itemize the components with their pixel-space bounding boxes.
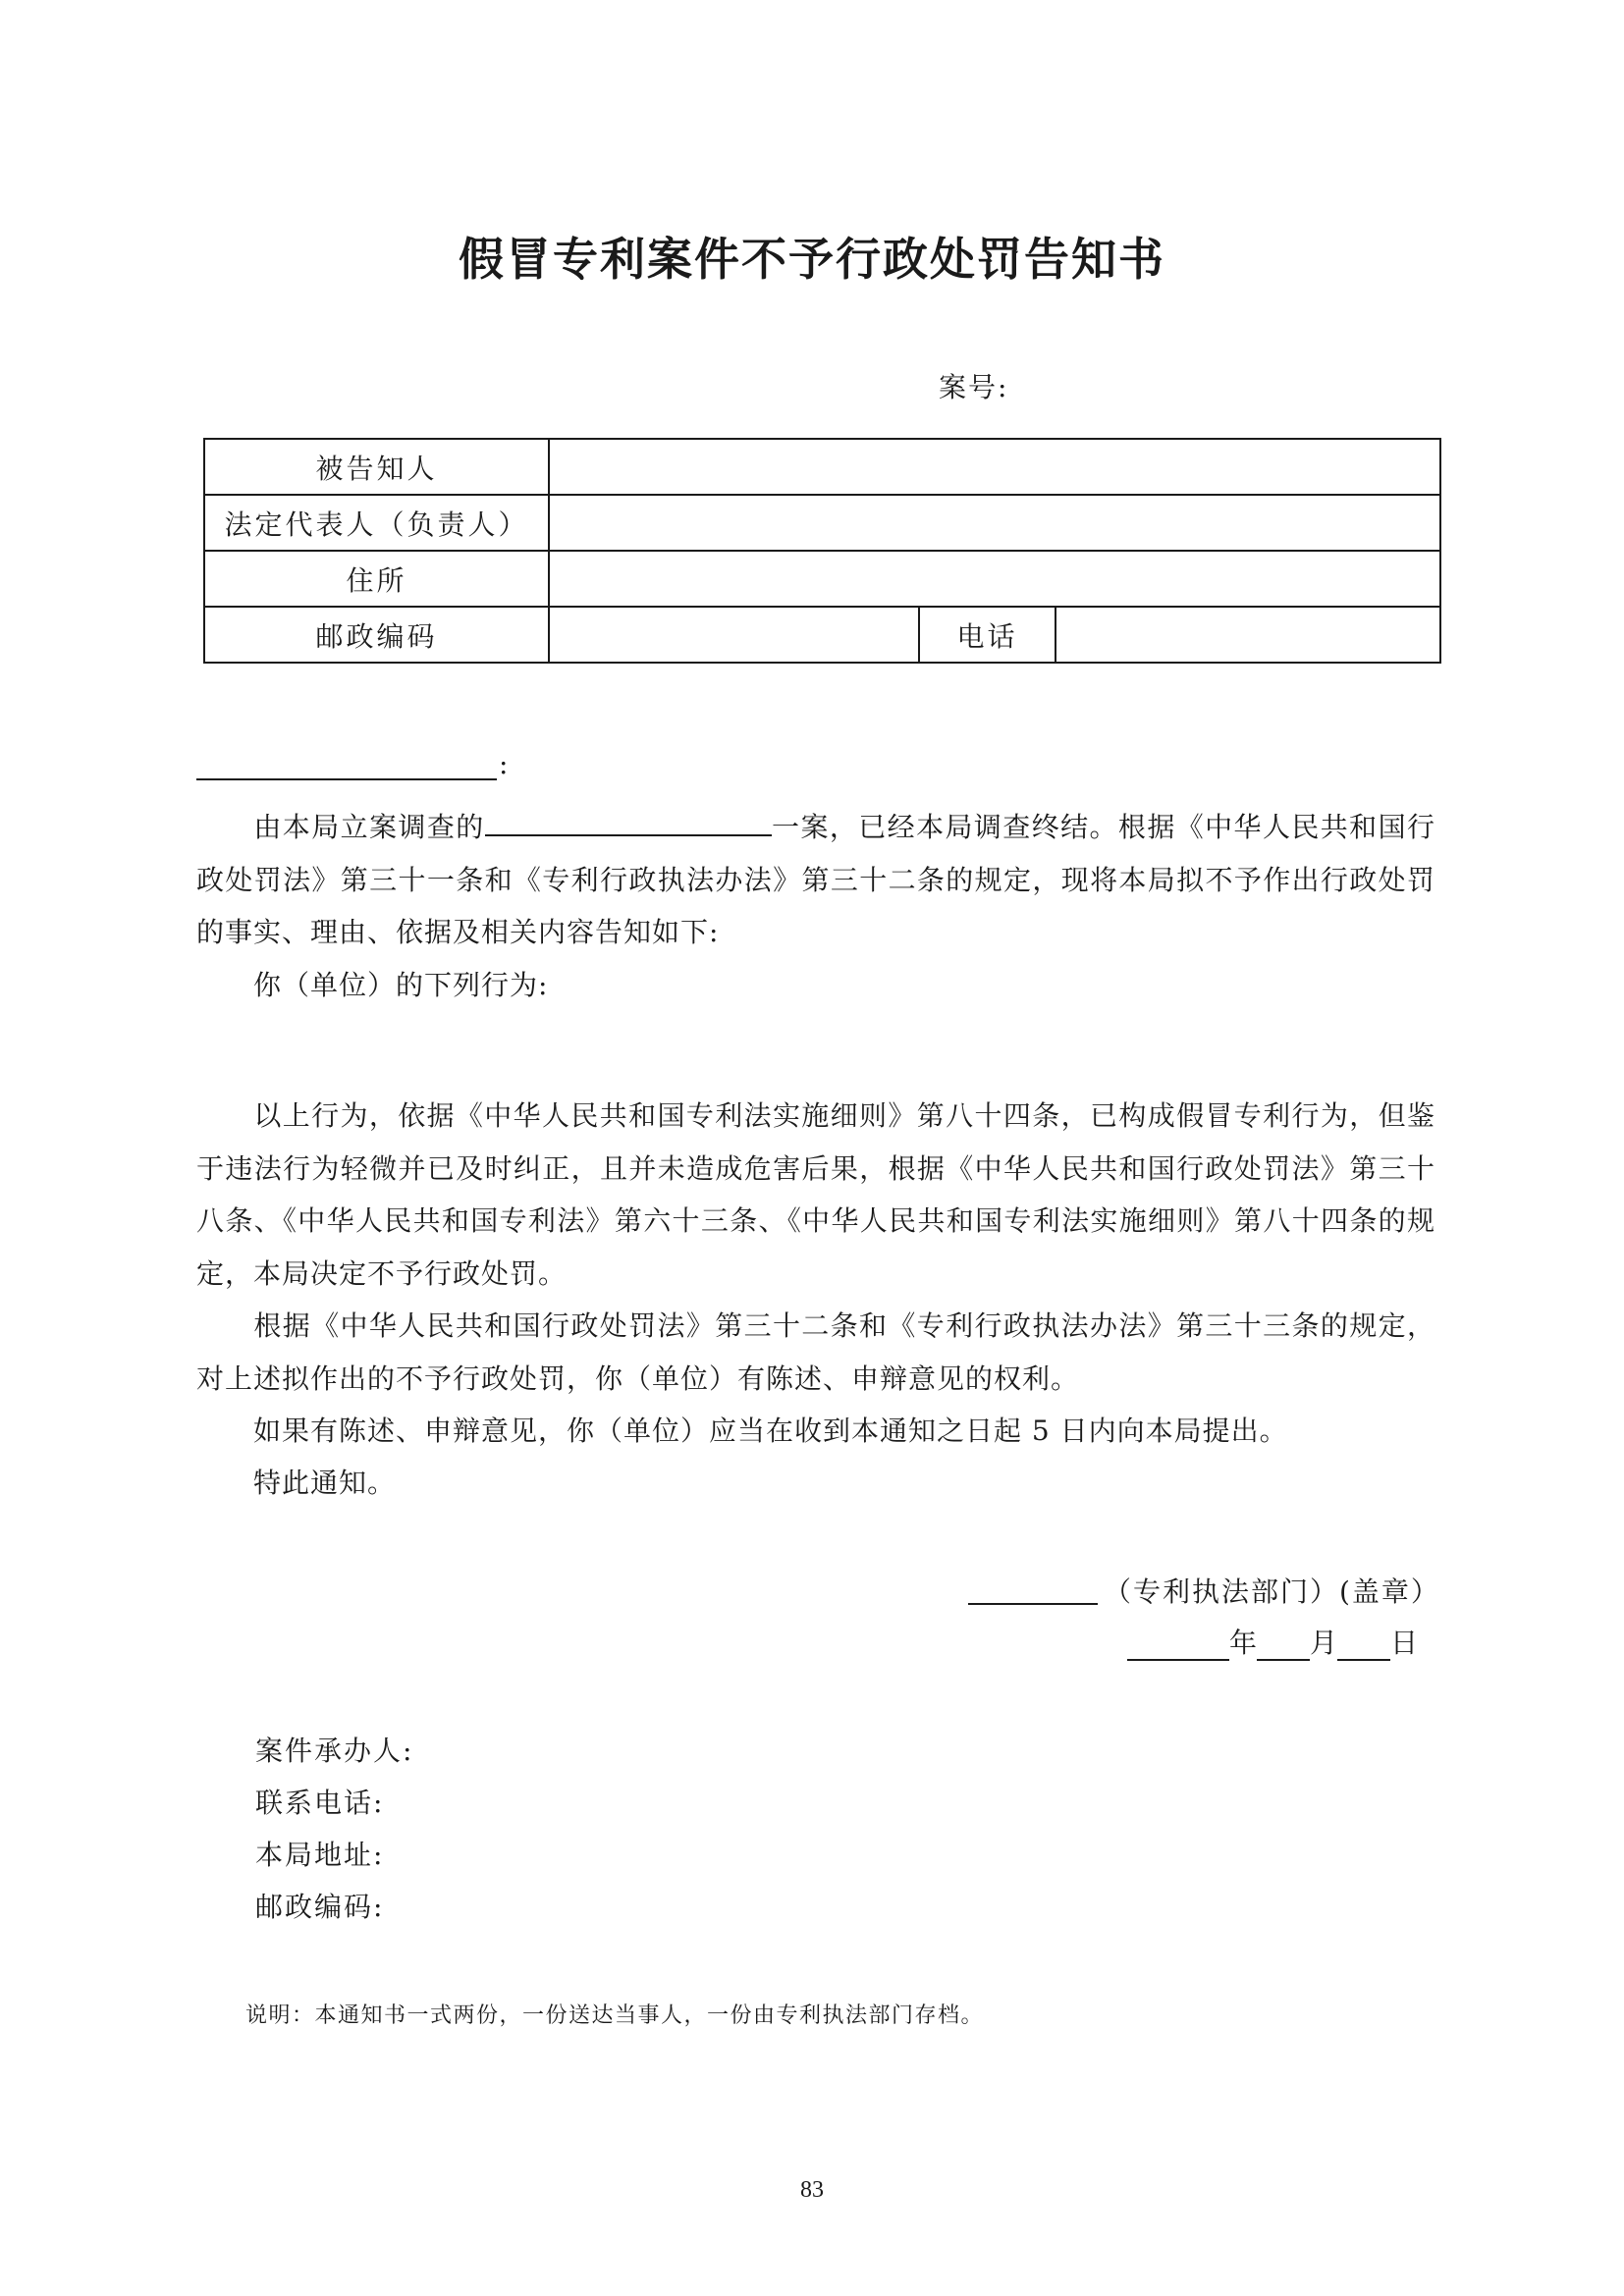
phone-label-cell: 电话 bbox=[919, 607, 1056, 663]
legal-rep-label-cell: 法定代表人（负责人） bbox=[204, 495, 549, 551]
table-row bbox=[204, 495, 1440, 551]
footnote: 说明：本通知书一式两份，一份送达当事人，一份由专利执法部门存档。 bbox=[245, 2003, 985, 2028]
case-number-label: 案号: bbox=[939, 371, 1009, 403]
p5-text: 如果有陈述、申辩意见，你（单位）应当在收到本通知之日起 5 日内向本局提出。 bbox=[253, 1415, 1288, 1447]
paragraph-closing bbox=[196, 1457, 1435, 1510]
party-label-cell: 被告知人 bbox=[204, 439, 549, 495]
p4-text: 根据《中华人民共和国行政处罚法》第三十二条和《专利行政执法办法》第三十三条的规定，对上述拟作出的不予行政处罚，你（单位）有陈述、申辩意见的权利。 bbox=[196, 1309, 1435, 1395]
contact-postcode: 邮政编码: bbox=[255, 1891, 385, 1923]
department-name-blank[interactable] bbox=[968, 1581, 1098, 1605]
department-stamp-text: （专利执法部门）(盖章） bbox=[1104, 1575, 1440, 1608]
party-value-cell[interactable] bbox=[549, 439, 1440, 495]
day-label: 日 bbox=[1390, 1627, 1419, 1659]
table-row bbox=[204, 439, 1440, 495]
postcode-label-cell: 邮政编码 bbox=[204, 607, 549, 663]
paragraph-legal-basis bbox=[196, 1090, 1435, 1300]
p3-text: 以上行为，依据《中华人民共和国专利法实施细则》第八十四条，已构成假冒专利行为，但鉴于违法行为轻微并已及时纠正，且并未造成危害后果，根据《中华人民共和国行政处罚法》第三十八条、《中华人民共和国专利法》第六十三条、《中华人民共和国专利法实施细则》第八十四条的规定，本局决定不予行政处罚。 bbox=[196, 1099, 1435, 1290]
month-blank[interactable] bbox=[1257, 1631, 1310, 1661]
address-value-cell[interactable] bbox=[549, 551, 1440, 607]
signature-date bbox=[1127, 1622, 1418, 1661]
legal-rep-value-cell[interactable] bbox=[549, 495, 1440, 551]
paragraph-rights bbox=[196, 1300, 1435, 1405]
p2-text: 你（单位）的下列行为: bbox=[253, 969, 549, 1001]
p6-text: 特此通知。 bbox=[253, 1467, 397, 1499]
year-blank[interactable] bbox=[1127, 1631, 1229, 1661]
contact-phone: 联系电话: bbox=[255, 1787, 385, 1819]
postcode-value-cell[interactable] bbox=[549, 607, 919, 663]
paragraph-deadline bbox=[196, 1405, 1435, 1458]
paragraph-case-intro bbox=[196, 801, 1435, 959]
contact-address: 本局地址: bbox=[255, 1839, 385, 1871]
addressee-blank[interactable] bbox=[196, 755, 497, 780]
address-label-cell: 住所 bbox=[204, 551, 549, 607]
table-row bbox=[204, 551, 1440, 607]
year-label: 年 bbox=[1229, 1627, 1258, 1659]
day-blank[interactable] bbox=[1337, 1631, 1390, 1661]
party-info-table bbox=[203, 438, 1441, 664]
month-label: 月 bbox=[1310, 1627, 1338, 1659]
p1-before-text: 由本局立案调查的 bbox=[253, 811, 485, 843]
p1-after-text: 一案，已经本局调查终结。根据《中华人民共和国行政处罚法》第三十一条和《专利行政执法办法》第三十二条的规定，现将本局拟不予作出行政处罚的事实、理由、依据及相关内容告知如下: bbox=[196, 811, 1435, 948]
addressee-colon: : bbox=[499, 748, 509, 780]
paragraph-behaviors bbox=[196, 959, 1435, 1012]
phone-value-cell[interactable] bbox=[1056, 607, 1440, 663]
document-title: 假冒专利案件不予行政处罚告知书 bbox=[459, 233, 1165, 286]
contact-handler: 案件承办人: bbox=[255, 1735, 414, 1767]
page-number: 83 bbox=[800, 2177, 824, 2203]
table-row bbox=[204, 607, 1440, 663]
case-name-blank[interactable] bbox=[485, 805, 772, 836]
